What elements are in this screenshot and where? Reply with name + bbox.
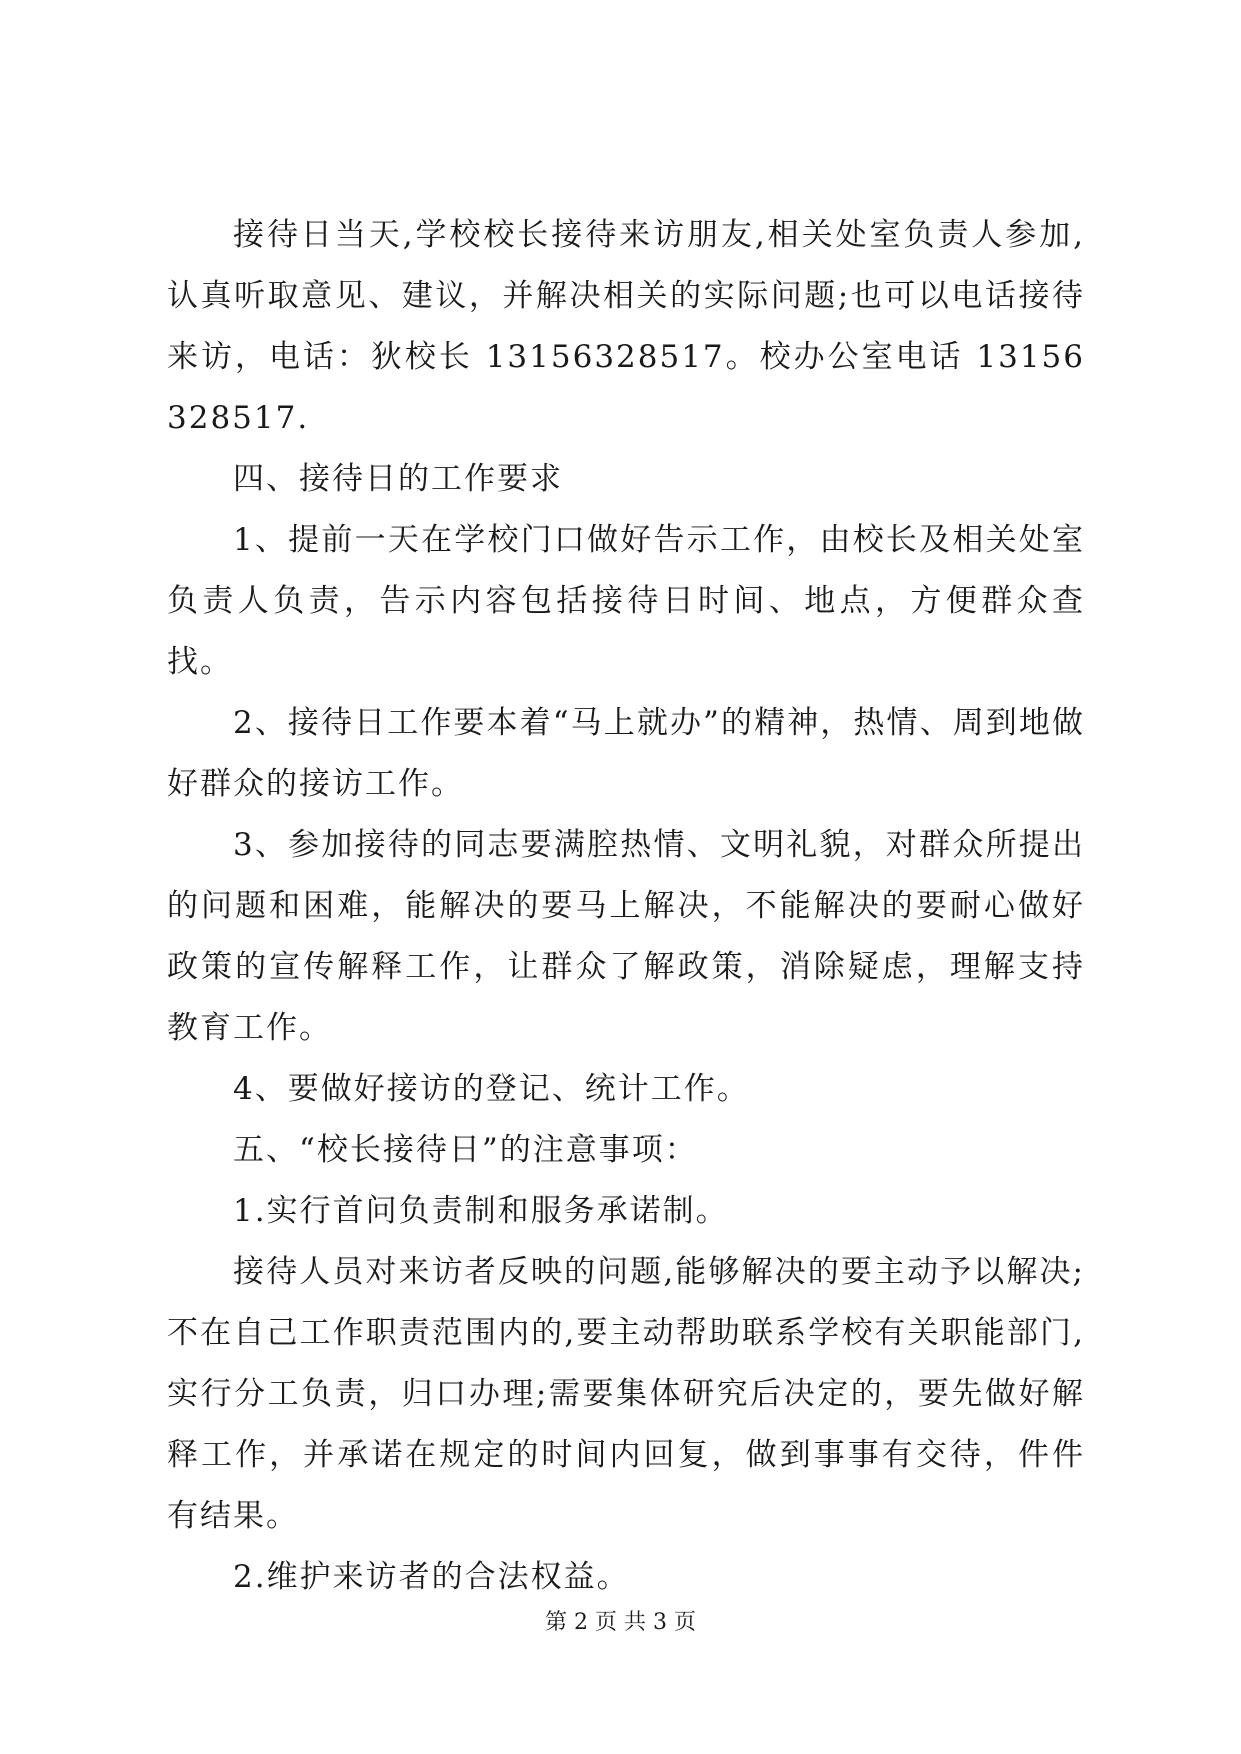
paragraph-requirement-2: 2、接待日工作要本着“马上就办”的精神，热情、周到地做好群众的接访工作。	[167, 705, 1085, 802]
paragraph-note-2: 2.维护来访者的合法权益。	[233, 1559, 630, 1595]
paragraph-note-1: 1.实行首问负责制和服务承诺制。	[233, 1193, 729, 1229]
paragraph-note-1-detail: 接待人员对来访者反映的问题,能够解决的要主动予以解决;不在自己工作职责范围内的,要主动帮助联系学校有关职能部门,实行分工负责，归口办理;需要集体研究后决定的，要先做好解释工作，并承诺在规定的时间内回复，做到事事有交待，件件有结果。	[167, 1254, 1085, 1534]
paragraph-requirement-3: 3、参加接待的同志要满腔热情、文明礼貌，对群众所提出的问题和困难，能解决的要马上解决，不能解决的要耐心做好政策的宣传解释工作，让群众了解政策，消除疑虑，理解支持教育工作。	[167, 827, 1085, 1046]
heading-notes: 五、“校长接待日”的注意事项：	[233, 1132, 698, 1168]
paragraph-requirement-1: 1、提前一天在学校门口做好告示工作，由校长及相关处室负责人负责，告示内容包括接待日时间、地点，方便群众查找。	[167, 522, 1085, 680]
paragraph-requirement-4: 4、要做好接访的登记、统计工作。	[233, 1071, 750, 1107]
paragraph-reception-day: 接待日当天,学校校长接待来访朋友,相关处室负责人参加,认真听取意见、建议，并解决相关的实际问题;也可以电话接待来访，电话：狄校长 13156328517。校办公室电话 13156328517.	[167, 217, 1085, 436]
page-number-footer: 第 2 页 共 3 页	[545, 1610, 696, 1635]
document-body	[167, 205, 1085, 1608]
heading-work-requirements: 四、接待日的工作要求	[233, 461, 563, 497]
